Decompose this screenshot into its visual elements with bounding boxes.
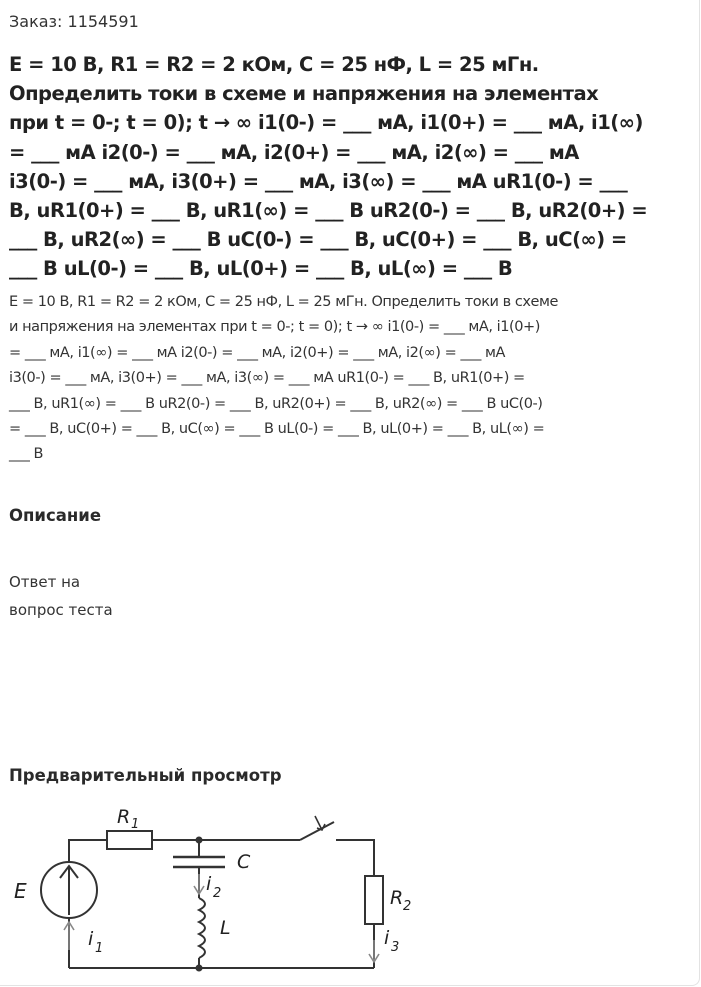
current-arrow-i1	[64, 922, 74, 950]
task-title-line: = ___ мА i2(0-) = ___ мА, i2(0+) = ___ мА, i2(∞) = ___ мА	[9, 140, 579, 164]
task-text-line: = ___ мА, i1(∞) = ___ мА i2(0-) = ___ мА, i2(0+) = ___ мА, i2(∞) = ___ мА	[9, 344, 505, 361]
junction-dot	[196, 965, 203, 972]
label-i2-sub: 2	[213, 886, 222, 901]
label-i1: i	[88, 928, 94, 950]
wire-right-top	[336, 840, 374, 876]
label-r2: R	[390, 887, 404, 909]
task-text-line: ___ В	[9, 446, 44, 463]
switch-symbol	[300, 822, 334, 840]
task-title-line: ___ В uL(0-) = ___ В, uL(0+) = ___ В, uL(∞) = ___ В	[9, 257, 513, 281]
junction-dot	[196, 837, 203, 844]
label-r1: R	[117, 806, 131, 828]
label-r2-sub: 2	[403, 899, 412, 914]
switch-arrow	[315, 816, 325, 830]
label-capacitor: C	[237, 851, 251, 873]
resistor-r2-symbol	[365, 876, 383, 924]
inductor-symbol	[199, 898, 205, 958]
description-line: Ответ на	[9, 573, 81, 591]
task-text-line: и напряжения на элементах при t = 0-; t = 0); t → ∞ i1(0-) = ___ мА, i1(0+)	[9, 319, 540, 336]
task-title-line: i3(0-) = ___ мА, i3(0+) = ___ мА, i3(∞) = ___ мА uR1(0-) = ___	[9, 169, 628, 193]
task-title-line: В, uR1(0+) = ___ В, uR1(∞) = ___ В uR2(0-) = ___ В, uR2(0+) =	[9, 199, 648, 223]
label-i3-sub: 3	[391, 940, 400, 955]
task-title-line: ___ В, uR2(∞) = ___ В uC(0-) = ___ В, uC(0+) = ___ В, uC(∞) =	[9, 228, 627, 252]
task-title	[9, 50, 697, 284]
label-r1-sub: 1	[131, 817, 140, 832]
preview-heading: Предварительный просмотр	[9, 766, 282, 785]
description-text	[9, 568, 113, 624]
description-heading: Описание	[9, 506, 102, 525]
task-title-line: E = 10 В, R1 = R2 = 2 кОм, C = 25 нФ, L = 25 мГн.	[9, 53, 539, 76]
task-text-line: ___ В, uR1(∞) = ___ В uR2(0-) = ___ В, uR2(0+) = ___ В, uR2(∞) = ___ В uC(0-)	[9, 395, 543, 412]
task-text-line: = ___ В, uC(0+) = ___ В, uC(∞) = ___ В uL(0-) = ___ В, uL(0+) = ___ В, uL(∞) =	[9, 421, 545, 438]
label-i1-sub: 1	[95, 941, 104, 956]
task-text	[9, 290, 695, 468]
resistor-r1-symbol	[107, 831, 152, 849]
label-i3: i	[384, 927, 390, 949]
label-i2: i	[206, 873, 212, 895]
task-text-line: i3(0-) = ___ мА, i3(0+) = ___ мА, i3(∞) = ___ мА uR1(0-) = ___ В, uR1(0+) =	[9, 370, 525, 387]
circuit-diagram	[0, 800, 460, 987]
label-source-e: E	[14, 879, 27, 903]
description-line: вопрос теста	[9, 601, 113, 619]
task-title-line: Определить токи в схеме и напряжения на элементах	[9, 82, 599, 106]
task-title-line: при t = 0-; t = 0); t → ∞ i1(0-) = ___ мА, i1(0+) = ___ мА, i1(∞)	[9, 111, 643, 135]
label-inductor: L	[220, 917, 231, 939]
order-number: Заказ: 1154591	[9, 12, 139, 31]
current-arrow-i3	[369, 940, 379, 962]
task-text-line: E = 10 В, R1 = R2 = 2 кОм, C = 25 нФ, L = 25 мГн. Определить токи в схеме	[9, 294, 558, 310]
current-arrow-i2	[194, 874, 204, 894]
